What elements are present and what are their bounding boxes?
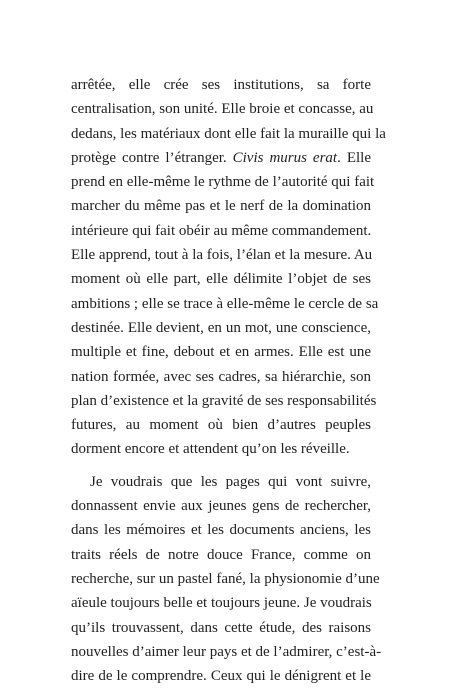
text-line: Elle apprend, tout à la fois, l’élan et la mesure. Au	[71, 247, 373, 264]
text-line: marcher du même pas et le nerf de la domination	[71, 198, 371, 215]
text-line: aïeule toujours belle et toujours jeune. Je voudrais	[71, 595, 372, 612]
text-line: traits réels de notre douce France, comme on	[71, 546, 371, 563]
text-line: dire de le comprendre. Ceux qui le dénigrent et le	[71, 668, 371, 685]
text-line	[71, 146, 371, 170]
text-line: Je voudrais que les pages qui vont suivre,	[90, 473, 371, 490]
paragraph-gap	[71, 462, 371, 470]
text-line: nouvelles d’aimer leur pays et de l’admirer, c’est-à-	[71, 643, 382, 660]
text-run: protège contre l’étranger.	[71, 149, 233, 166]
text-line: centralisation, son unité. Elle broie et concasse, au	[71, 101, 374, 118]
text-line: dorment encore et attendent qu’on les réveille.	[71, 441, 350, 458]
text-line: plan d’existence et la gravité de ses responsabilités	[71, 392, 377, 409]
latin-quote: Civis murus erat	[232, 149, 338, 166]
text-run: . Elle	[337, 149, 371, 166]
text-line: intérieure qui fait obéir au même commandement.	[71, 222, 372, 239]
text-line: multiple et fine, debout et en armes. Elle est une	[71, 344, 371, 361]
page-body	[71, 73, 386, 688]
text-line: prend en elle-même le rythme de l’autorité qui fait	[71, 174, 375, 191]
text-line: donnassent envie aux jeunes gens de rechercher,	[71, 498, 371, 515]
text-line: nation formée, avec ses cadres, sa hiérarchie, son	[71, 368, 371, 385]
text-line: arrêtée, elle crée ses institutions, sa forte	[71, 77, 371, 93]
text-line: qu’ils trouvassent, dans cette étude, des raisons	[71, 619, 371, 636]
text-line: destinée. Elle devient, en un mot, une conscience,	[71, 319, 371, 336]
paragraph	[71, 470, 382, 688]
text-line: futures, au moment où bien d’autres peuples	[71, 417, 371, 434]
text-line: dedans, les matériaux dont elle fait la muraille qui la	[71, 125, 386, 142]
paragraph	[71, 73, 386, 462]
text-line: recherche, sur un pastel fané, la physionomie d’une	[71, 570, 380, 587]
text-line: ambitions ; elle se trace à elle-même le cercle de sa	[71, 295, 379, 312]
text-line: dans les mémoires et les documents anciens, les	[71, 522, 371, 539]
text-line: moment où elle part, elle délimite l’objet de ses	[71, 271, 371, 288]
